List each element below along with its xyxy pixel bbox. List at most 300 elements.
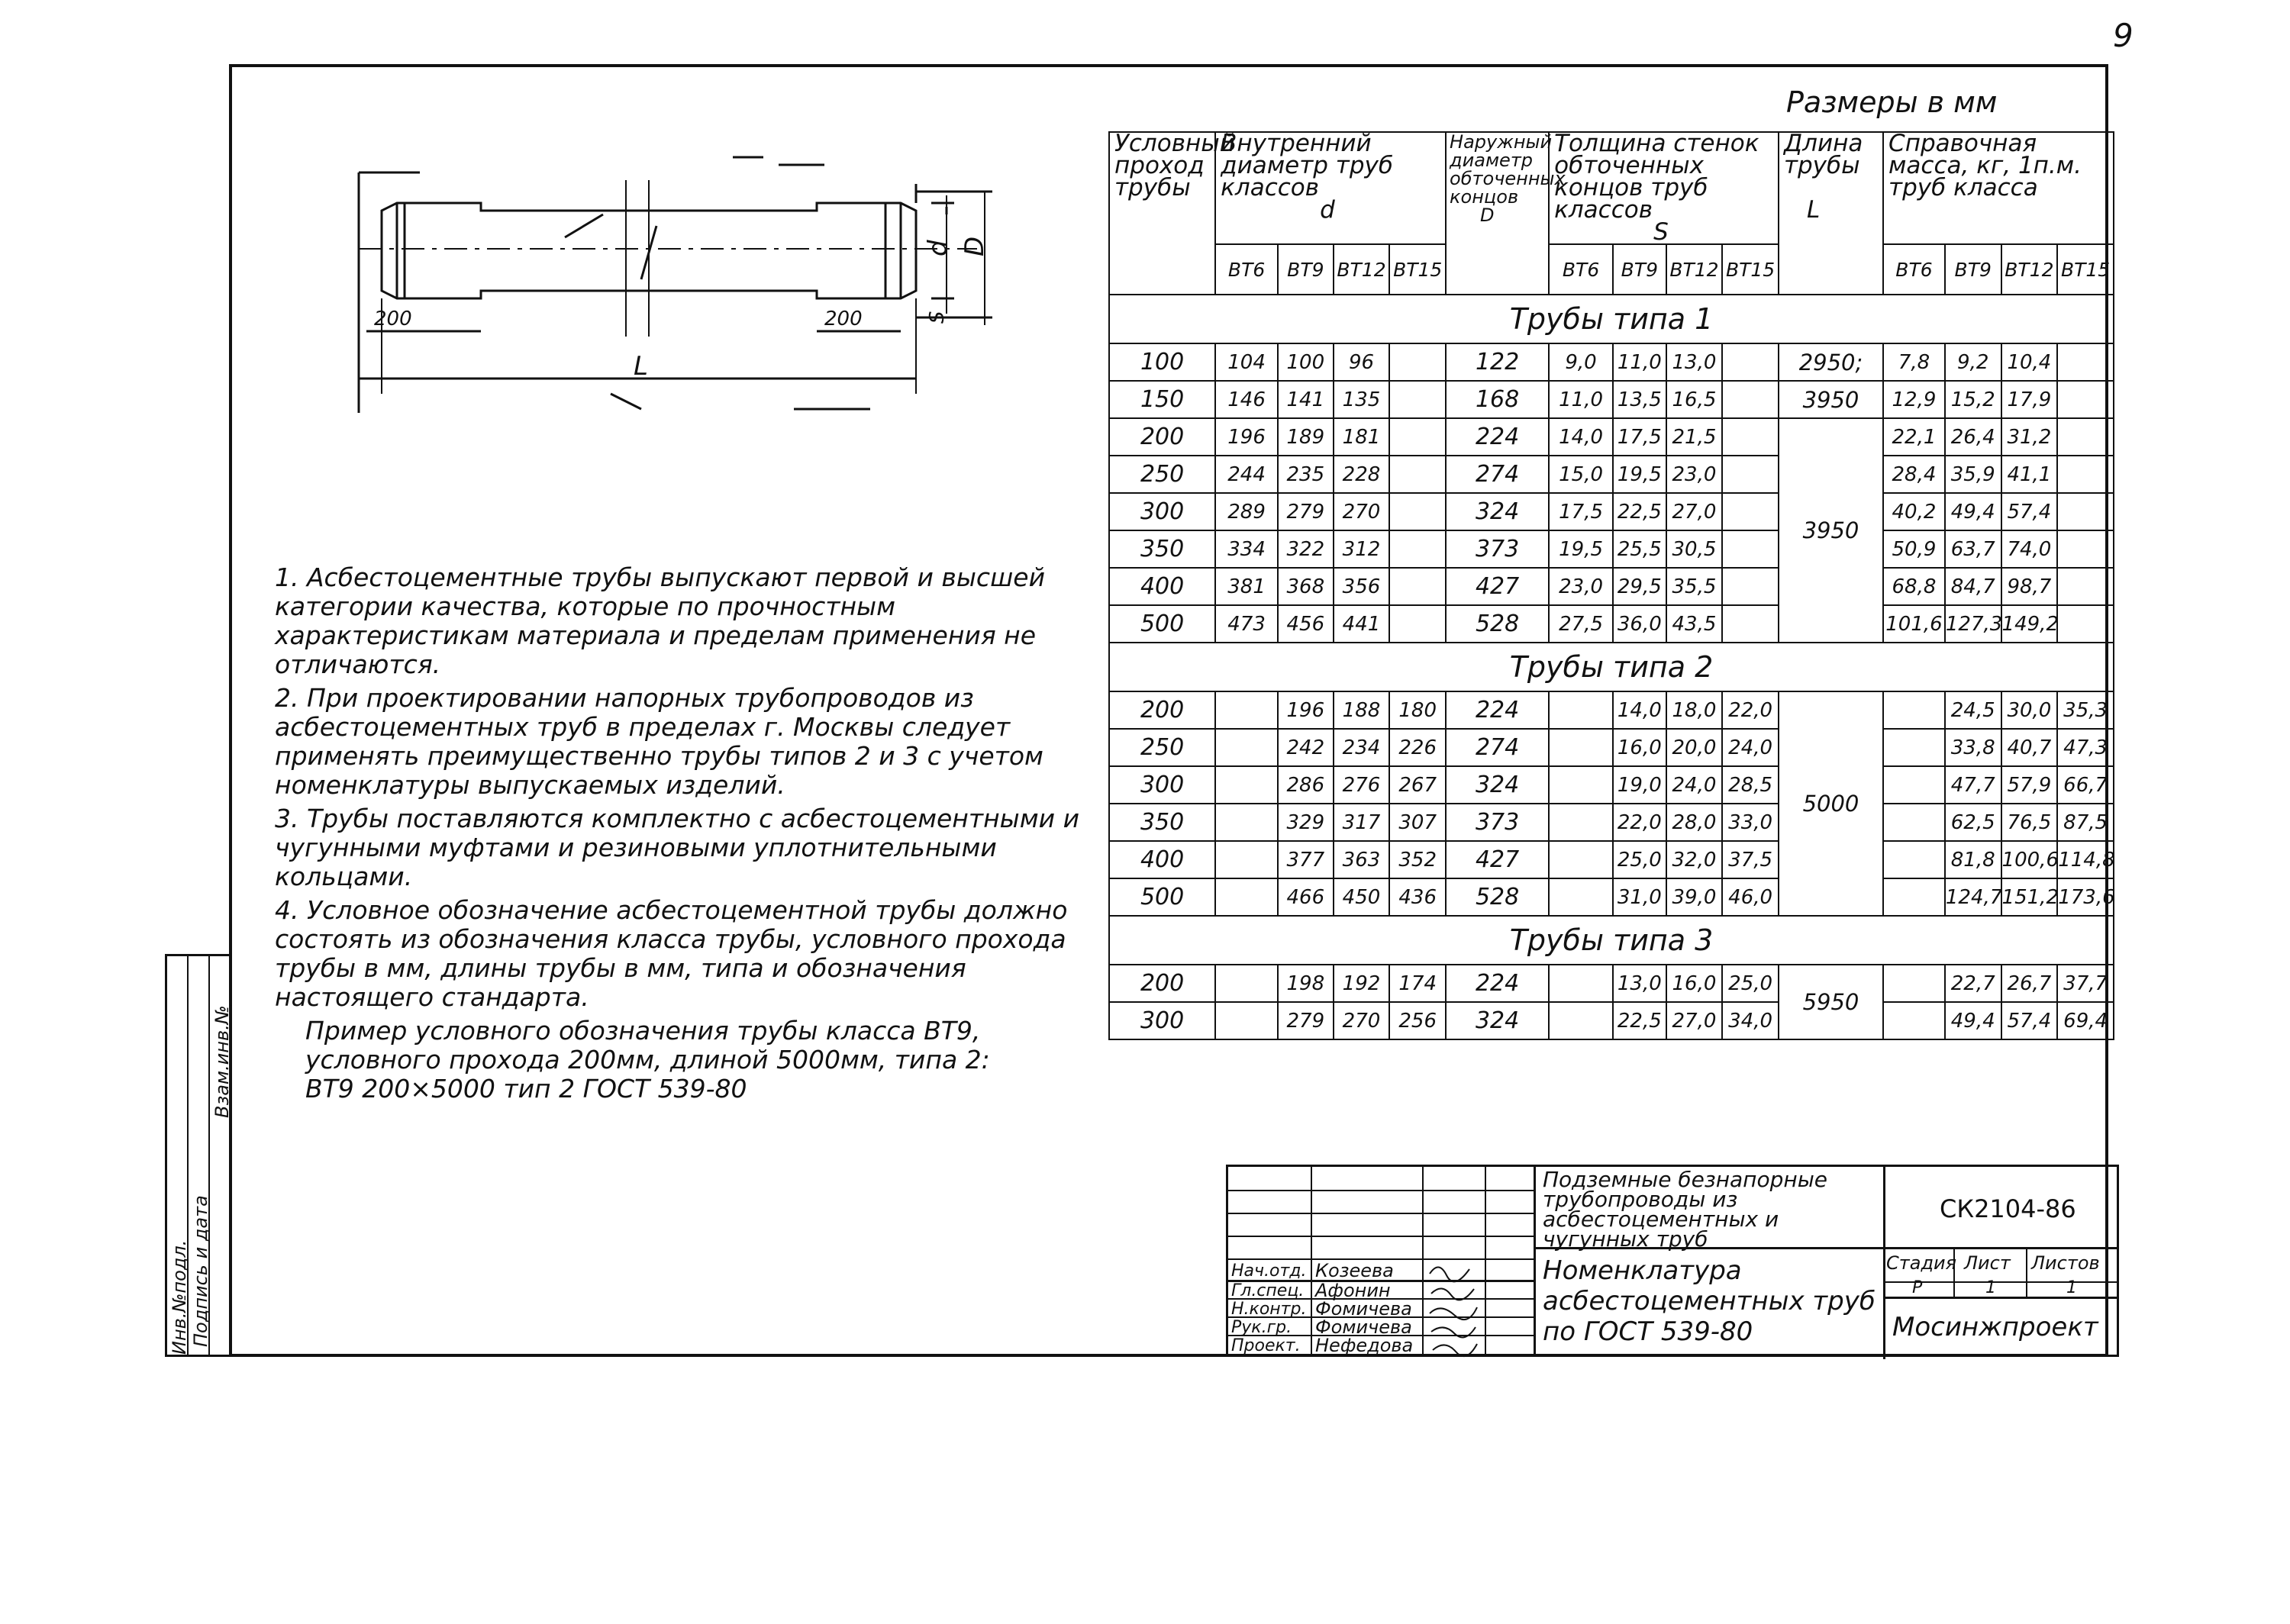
section-title: Трубы типа 2 [1109,643,2114,691]
cell-outer-diameter: 528 [1446,605,1549,643]
cell-inner-diameter: 242 [1278,729,1334,766]
cell-mass [2057,605,2114,643]
cell-outer-diameter: 122 [1446,343,1549,381]
class-header: ВТ15 [1389,244,1446,295]
name-head-of-dept: Козеева [1315,1260,1394,1281]
cell-wall-thickness: 11,0 [1549,381,1613,418]
cell-inner-diameter: 322 [1278,530,1334,568]
cell-wall-thickness: 19,5 [1549,530,1613,568]
cell-mass: 49,4 [1945,1002,2001,1039]
cell-mass: 17,9 [2001,381,2058,418]
table-row [1109,605,2114,643]
cell-mass [1883,1002,1945,1039]
stage-value: Р [1912,1278,1923,1297]
cell-mass: 30,0 [2001,691,2058,729]
cell-mass: 114,8 [2057,841,2114,878]
cell-mass: 173,6 [2057,878,2114,916]
cell-wall-thickness [1722,568,1779,605]
cell-wall-thickness: 17,5 [1613,418,1666,456]
cell-mass: 49,4 [1945,493,2001,530]
cell-length: 2950; [1779,343,1883,381]
section-row [1109,916,2114,965]
cell-wall-thickness: 13,0 [1666,343,1723,381]
class-header: ВТ6 [1883,244,1945,295]
cell-wall-thickness: 22,0 [1613,804,1666,841]
table-body [1109,132,2114,1039]
cell-nominal-bore: 300 [1109,766,1215,804]
class-header: ВТ12 [2001,244,2058,295]
header-inner-diameter-symbol: d [1320,196,1335,224]
cell-mass: 10,4 [2001,343,2058,381]
cell-inner-diameter: 174 [1389,965,1446,1002]
cell-inner-diameter: 234 [1334,729,1390,766]
cell-mass [1883,691,1945,729]
cell-inner-diameter: 226 [1389,729,1446,766]
cell-length-merged: 3950 [1779,418,1883,643]
cell-mass [2057,418,2114,456]
role-designer: Проект. [1231,1336,1301,1355]
cell-wall-thickness: 13,5 [1613,381,1666,418]
class-header: ВТ9 [1945,244,2001,295]
cell-wall-thickness: 43,5 [1666,605,1723,643]
cell-inner-diameter: 270 [1334,1002,1390,1039]
cell-inner-diameter: 141 [1278,381,1334,418]
cell-wall-thickness: 25,0 [1613,841,1666,878]
cell-mass: 68,8 [1883,568,1945,605]
cell-wall-thickness [1549,804,1613,841]
cell-mass: 50,9 [1883,530,1945,568]
cell-inner-diameter: 466 [1278,878,1334,916]
cell-inner-diameter: 267 [1389,766,1446,804]
cell-wall-thickness [1549,841,1613,878]
cell-mass [1883,965,1945,1002]
cell-wall-thickness [1722,605,1779,643]
cell-length: 3950 [1779,381,1883,418]
cell-wall-thickness: 35,5 [1666,568,1723,605]
cell-inner-diameter: 180 [1389,691,1446,729]
cell-inner-diameter [1389,343,1446,381]
header-outer-diameter [1446,131,1566,295]
cell-mass: 101,6 [1883,605,1945,643]
cell-inner-diameter: 441 [1334,605,1390,643]
cell-mass: 66,7 [2057,766,2114,804]
cell-inner-diameter: 96 [1334,343,1390,381]
table-row [1109,804,2114,841]
cell-outer-diameter: 373 [1446,804,1549,841]
cell-nominal-bore: 500 [1109,878,1215,916]
cell-outer-diameter: 427 [1446,568,1549,605]
table-row [1109,766,2114,804]
cell-mass [1883,729,1945,766]
cell-inner-diameter: 307 [1389,804,1446,841]
cell-mass: 69,4 [2057,1002,2114,1039]
cell-nominal-bore: 200 [1109,691,1215,729]
cell-mass: 84,7 [1945,568,2001,605]
cell-mass [2057,493,2114,530]
table-row [1109,568,2114,605]
name-chief-spec: Афонин [1315,1280,1391,1301]
cell-mass: 15,2 [1945,381,2001,418]
cell-length-merged: 5000 [1779,691,1883,916]
cell-outer-diameter: 224 [1446,965,1549,1002]
cell-wall-thickness: 11,0 [1613,343,1666,381]
cell-nominal-bore: 350 [1109,804,1215,841]
cell-nominal-bore: 400 [1109,841,1215,878]
cell-inner-diameter [1389,530,1446,568]
cell-inner-diameter: 289 [1215,493,1278,530]
project-name: Подземные безнапорные трубопроводы из асбестоцементных и чугунных труб [1543,1167,1828,1252]
cell-inner-diameter [1215,1002,1278,1039]
cell-mass: 151,2 [2001,878,2058,916]
header-length-text: Длина трубы [1783,130,1863,179]
cell-mass: 9,2 [1945,343,2001,381]
cell-nominal-bore: 400 [1109,568,1215,605]
cell-wall-thickness: 16,0 [1613,729,1666,766]
cell-inner-diameter: 363 [1334,841,1390,878]
cell-inner-diameter: 244 [1215,456,1278,493]
header-mass: Справочная масса, кг, 1п.м. труб класса [1883,132,2114,244]
cell-wall-thickness: 19,0 [1613,766,1666,804]
page-number: 9 [2113,17,2134,54]
cell-inner-diameter [1215,878,1278,916]
cell-inner-diameter [1389,605,1446,643]
cell-mass: 37,7 [2057,965,2114,1002]
cell-inner-diameter [1389,568,1446,605]
cell-wall-thickness: 24,0 [1722,729,1779,766]
cell-mass: 98,7 [2001,568,2058,605]
header-inner-diameter-text: Внутренний диаметр труб классов [1221,130,1393,201]
cell-mass: 22,7 [1945,965,2001,1002]
cell-wall-thickness: 25,0 [1722,965,1779,1002]
cell-mass: 124,7 [1945,878,2001,916]
cell-inner-diameter: 198 [1278,965,1334,1002]
cell-wall-thickness: 21,5 [1666,418,1723,456]
cell-nominal-bore: 100 [1109,343,1215,381]
document-code: СК2104-86 [1940,1194,2076,1223]
cell-mass: 74,0 [2001,530,2058,568]
table-row [1109,381,2114,418]
cell-mass: 22,1 [1883,418,1945,456]
section-row [1109,295,2114,343]
sheet-title: Номенклатура асбестоцементных труб по ГОСТ 539-80 [1543,1255,1876,1347]
cell-inner-diameter [1389,418,1446,456]
cell-inner-diameter: 189 [1278,418,1334,456]
cell-inner-diameter: 196 [1215,418,1278,456]
sheet-value: 1 [1985,1278,1996,1297]
cell-wall-thickness [1722,493,1779,530]
cell-wall-thickness [1722,456,1779,493]
cell-mass: 149,2 [2001,605,2058,643]
header-nominal-bore: Условный проход трубы [1109,132,1215,295]
section-row [1109,643,2114,691]
cell-wall-thickness [1722,343,1779,381]
cell-wall-thickness: 28,5 [1722,766,1779,804]
cell-wall-thickness: 23,0 [1666,456,1723,493]
cell-wall-thickness: 32,0 [1666,841,1723,878]
cell-mass: 62,5 [1945,804,2001,841]
cell-mass: 57,4 [2001,1002,2058,1039]
cell-inner-diameter: 100 [1278,343,1334,381]
cell-mass: 47,7 [1945,766,2001,804]
dim-inner-diameter-label: d [923,240,953,256]
cell-inner-diameter: 188 [1334,691,1390,729]
table-row [1109,878,2114,916]
cell-mass: 31,2 [2001,418,2058,456]
cell-wall-thickness [1722,530,1779,568]
cell-wall-thickness [1549,965,1613,1002]
cell-inner-diameter: 473 [1215,605,1278,643]
cell-mass: 35,9 [1945,456,2001,493]
cell-wall-thickness [1549,878,1613,916]
cell-mass: 28,4 [1883,456,1945,493]
cell-mass: 40,2 [1883,493,1945,530]
cell-nominal-bore: 350 [1109,530,1215,568]
cell-wall-thickness: 27,0 [1666,493,1723,530]
cell-mass: 63,7 [1945,530,2001,568]
strip-replacement-label: Взам.инв.№ [211,1005,233,1118]
cell-inner-diameter [1215,729,1278,766]
cell-nominal-bore: 300 [1109,493,1215,530]
table-row [1109,691,2114,729]
cell-mass: 100,6 [2001,841,2058,878]
cell-inner-diameter: 270 [1334,493,1390,530]
strip-inventory-label: Инв.№подл. [169,1239,190,1355]
cell-mass [2057,343,2114,381]
cell-mass: 57,4 [2001,493,2058,530]
role-norm-control: Н.контр. [1231,1300,1307,1319]
cell-inner-diameter: 196 [1278,691,1334,729]
side-stamp-strip [165,954,233,1357]
pipe-nomenclature-table [1108,131,2114,1040]
cell-outer-diameter: 373 [1446,530,1549,568]
cell-mass: 33,8 [1945,729,2001,766]
organization: Мосинжпроект [1892,1312,2098,1342]
cell-mass: 76,5 [2001,804,2058,841]
cell-wall-thickness [1549,1002,1613,1039]
table-row [1109,965,2114,1002]
cell-inner-diameter: 329 [1278,804,1334,841]
role-group-lead: Рук.гр. [1231,1318,1292,1337]
cell-nominal-bore: 200 [1109,965,1215,1002]
cell-mass [2057,456,2114,493]
cell-nominal-bore: 250 [1109,456,1215,493]
cell-mass: 47,3 [2057,729,2114,766]
cell-inner-diameter [1389,493,1446,530]
cell-wall-thickness: 46,0 [1722,878,1779,916]
cell-nominal-bore: 250 [1109,729,1215,766]
cell-mass [1883,766,1945,804]
cell-inner-diameter: 104 [1215,343,1278,381]
cell-wall-thickness: 15,0 [1549,456,1613,493]
cell-outer-diameter: 324 [1446,1002,1549,1039]
cell-inner-diameter: 436 [1389,878,1446,916]
cell-wall-thickness: 9,0 [1549,343,1613,381]
title-block [1226,1165,2119,1357]
cell-mass [1883,841,1945,878]
cell-mass: 26,4 [1945,418,2001,456]
cell-wall-thickness [1549,766,1613,804]
cell-wall-thickness: 24,0 [1666,766,1723,804]
dim-200-left: 200 [374,308,412,330]
section-title: Трубы типа 3 [1109,916,2114,965]
cell-inner-diameter: 228 [1334,456,1390,493]
class-header: ВТ15 [1722,244,1779,295]
cell-outer-diameter: 274 [1446,456,1549,493]
cell-wall-thickness: 31,0 [1613,878,1666,916]
cell-mass [1883,804,1945,841]
cell-inner-diameter [1215,804,1278,841]
cell-outer-diameter: 274 [1446,729,1549,766]
name-designer: Нефедова [1315,1335,1414,1356]
table-row [1109,493,2114,530]
cell-inner-diameter: 286 [1278,766,1334,804]
note-1: 1. Асбестоцементные трубы выпускают первой и высшей категории качества, которые по прочностным характеристикам материала и пределам применения не отличаются. [275,562,1046,679]
cell-inner-diameter: 368 [1278,568,1334,605]
cell-wall-thickness: 27,0 [1666,1002,1723,1039]
note-example: Пример условного обозначения трубы класса ВТ9, условного прохода 200мм, длиной 5000мм, типа 2: [305,1016,990,1075]
cell-outer-diameter: 224 [1446,418,1549,456]
cell-inner-diameter: 356 [1334,568,1390,605]
cell-wall-thickness: 17,5 [1549,493,1613,530]
cell-mass [2057,381,2114,418]
cell-nominal-bore: 200 [1109,418,1215,456]
class-header: ВТ12 [1666,244,1723,295]
table-row [1109,841,2114,878]
cell-wall-thickness [1549,729,1613,766]
dim-200-right: 200 [824,308,863,330]
cell-wall-thickness: 29,5 [1613,568,1666,605]
cell-outer-diameter: 224 [1446,691,1549,729]
cell-mass: 35,3 [2057,691,2114,729]
header-wall-thickness [1549,132,1779,244]
cell-outer-diameter: 324 [1446,493,1549,530]
class-header: ВТ6 [1549,244,1613,295]
section-title: Трубы типа 1 [1109,295,2114,343]
dim-length-label: L [634,351,648,382]
cell-mass: 57,9 [2001,766,2058,804]
cell-inner-diameter: 317 [1334,804,1390,841]
sheets-value: 1 [2066,1278,2077,1297]
table-row [1109,418,2114,456]
header-outer-diameter-text: Наружный диаметр обточенных концов [1450,131,1566,208]
cell-wall-thickness: 36,0 [1613,605,1666,643]
cell-outer-diameter: 427 [1446,841,1549,878]
cell-wall-thickness: 30,5 [1666,530,1723,568]
cell-mass: 24,5 [1945,691,2001,729]
cell-inner-diameter: 450 [1334,878,1390,916]
units-note: Размеры в мм [1786,85,1998,119]
cell-mass: 26,7 [2001,965,2058,1002]
pipe-drawing [336,150,1000,432]
cell-outer-diameter: 168 [1446,381,1549,418]
table-row [1109,530,2114,568]
cell-inner-diameter: 146 [1215,381,1278,418]
cell-wall-thickness: 23,0 [1549,568,1613,605]
dim-wall-label: S [926,311,949,324]
role-head-of-dept: Нач.отд. [1231,1262,1307,1281]
cell-wall-thickness: 33,0 [1722,804,1779,841]
cell-inner-diameter: 276 [1334,766,1390,804]
cell-nominal-bore: 300 [1109,1002,1215,1039]
class-header: ВТ6 [1215,244,1278,295]
cell-inner-diameter: 377 [1278,841,1334,878]
cell-mass: 40,7 [2001,729,2058,766]
cell-mass: 7,8 [1883,343,1945,381]
cell-wall-thickness: 16,0 [1666,965,1723,1002]
cell-wall-thickness: 13,0 [1613,965,1666,1002]
role-chief-spec: Гл.спец. [1231,1281,1305,1300]
cell-inner-diameter: 135 [1334,381,1390,418]
cell-inner-diameter [1215,965,1278,1002]
cell-inner-diameter: 181 [1334,418,1390,456]
table-row [1109,1002,2114,1039]
cell-wall-thickness: 28,0 [1666,804,1723,841]
cell-inner-diameter: 312 [1334,530,1390,568]
header-length [1779,132,1883,295]
dim-outer-diameter-label: D [960,236,990,256]
cell-inner-diameter: 381 [1215,568,1278,605]
cell-inner-diameter: 279 [1278,493,1334,530]
cell-wall-thickness: 22,5 [1613,1002,1666,1039]
class-header: ВТ9 [1278,244,1334,295]
cell-nominal-bore: 150 [1109,381,1215,418]
table-row [1109,343,2114,381]
cell-length-merged: 5950 [1779,965,1883,1039]
cell-wall-thickness: 22,0 [1722,691,1779,729]
header-outer-diameter-symbol: D [1480,205,1495,226]
cell-inner-diameter [1215,841,1278,878]
table-row [1109,456,2114,493]
cell-inner-diameter [1389,381,1446,418]
cell-mass: 87,5 [2057,804,2114,841]
class-header: ВТ9 [1613,244,1666,295]
sheets-label: Листов [2031,1252,2100,1274]
cell-mass [1883,878,1945,916]
name-norm-control: Фомичева [1315,1298,1412,1320]
cell-wall-thickness [1549,691,1613,729]
header-wall-thickness-symbol: S [1653,218,1669,246]
notes [275,563,1099,1104]
header-wall-thickness-text: Толщина стенок обточенных концов труб классов [1554,130,1759,224]
cell-inner-diameter [1215,766,1278,804]
cell-mass: 81,8 [1945,841,2001,878]
cell-wall-thickness: 20,0 [1666,729,1723,766]
cell-mass [2057,568,2114,605]
cell-wall-thickness: 34,0 [1722,1002,1779,1039]
cell-inner-diameter: 279 [1278,1002,1334,1039]
cell-inner-diameter: 192 [1334,965,1390,1002]
cell-wall-thickness: 16,5 [1666,381,1723,418]
cell-mass: 12,9 [1883,381,1945,418]
name-group-lead: Фомичева [1315,1316,1412,1338]
cell-wall-thickness: 22,5 [1613,493,1666,530]
class-header: ВТ12 [1334,244,1390,295]
stage-label: Стадия [1886,1252,1957,1274]
cell-wall-thickness: 19,5 [1613,456,1666,493]
cell-inner-diameter [1215,691,1278,729]
cell-outer-diameter: 324 [1446,766,1549,804]
cell-inner-diameter [1389,456,1446,493]
cell-wall-thickness: 39,0 [1666,878,1723,916]
class-header: ВТ15 [2057,244,2114,295]
cell-inner-diameter: 235 [1278,456,1334,493]
table-row [1109,729,2114,766]
cell-inner-diameter: 456 [1278,605,1334,643]
cell-mass: 41,1 [2001,456,2058,493]
cell-wall-thickness: 27,5 [1549,605,1613,643]
cell-wall-thickness: 18,0 [1666,691,1723,729]
cell-inner-diameter: 334 [1215,530,1278,568]
